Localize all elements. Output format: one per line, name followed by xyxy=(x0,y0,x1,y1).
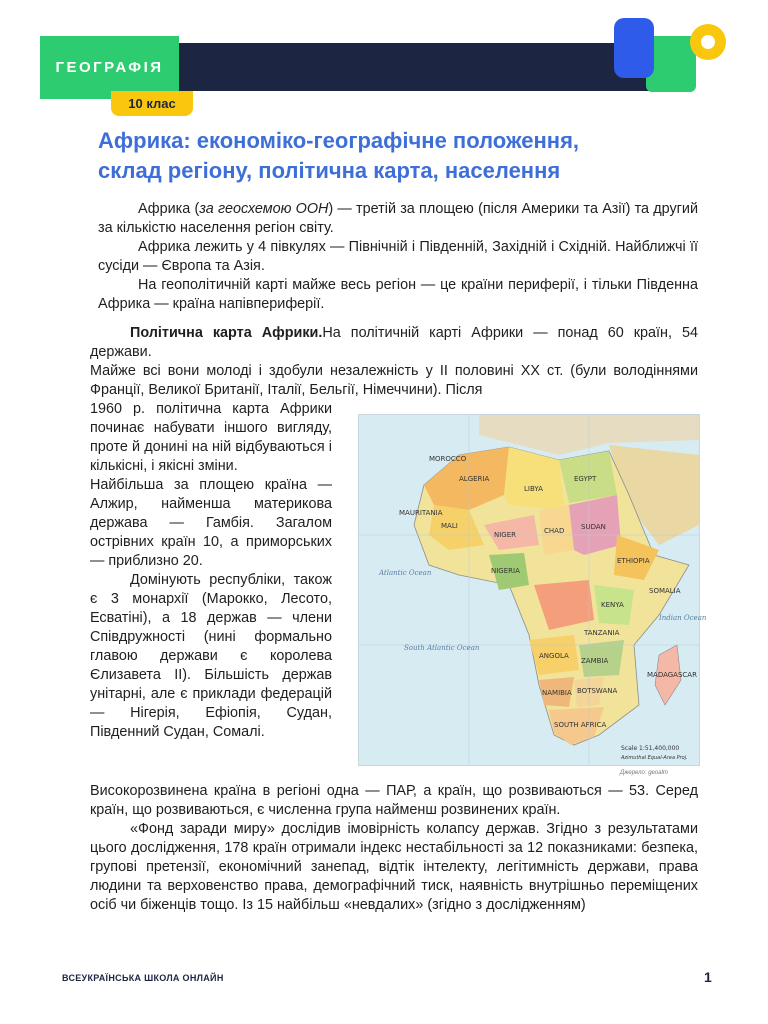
map-label-niger: NIGER xyxy=(494,531,517,539)
political-paragraph-1: Політична карта Африки.На політичній карті Африки — понад 60 країн, 54 держави. xyxy=(90,325,698,360)
school-logo xyxy=(612,16,736,94)
map-label-ethiopia: ETHIOPIA xyxy=(617,557,650,565)
map-label-mali: MALI xyxy=(441,522,458,530)
left-column-text xyxy=(90,400,332,742)
political-map-section xyxy=(90,324,698,400)
map-label-sudan: SUDAN xyxy=(581,523,606,531)
section-heading: Політична карта Африки. xyxy=(130,325,323,341)
map-label-morocco: MOROCCO xyxy=(429,455,467,463)
map-label-south-africa: SOUTH AFRICA xyxy=(554,721,607,729)
development-paragraph: Високорозвинена країна в регіоні одна — ПАР, а країн, що розвиваються — 53. Серед країн, що розвиваються, є численна група найменш розвинених країн. xyxy=(90,783,698,818)
political-paragraph-2: Майже всі вони молоді і здобули незалежність у ІІ половині ХХ ст. (були володіннями Франції, Великої Британії, Італії, Бельгії, Німеччини). Після xyxy=(90,363,698,398)
intro-paragraph-2: Африка лежить у 4 півкулях — Північній і Південній, Західній і Східній. Найближчі її сусіди — Європа та Азія. xyxy=(98,239,698,274)
column-paragraph-2: Найбільша за площею країна — Алжир, найменша материкова держава — Гамбія. Загалом острівних країн 10, а приморських — приблизно 20. xyxy=(90,477,332,569)
map-ocean-indian: Indian Ocean xyxy=(659,614,707,622)
map-label-algeria: ALGERIA xyxy=(459,475,490,483)
map-ocean-atlantic: Atlantic Ocean xyxy=(379,569,432,577)
map-label-libya: LIBYA xyxy=(524,485,543,493)
intro-paragraph-1: Африка (за геосхемою ООН) — третій за площею (після Америки та Азії) та другий за кількістю населення регіон світу. xyxy=(98,201,698,236)
intro-section xyxy=(98,200,698,314)
map-label-mauritania: MAURITANIA xyxy=(399,509,443,517)
footer-school-name: ВСЕУКРАЇНСЬКА ШКОЛА ОНЛАЙН xyxy=(62,973,224,983)
page-number: 1 xyxy=(704,969,712,985)
column-paragraph-3: Домінують республіки, також є 3 монархії (Марокко, Лесото, Есватіні), а 18 держав — члени Співдружності (нині формально главою держави є королева Єлизавета ІІ). Більшість держав унітарні, але є приклади федерацій — Нігерія, Ефіопія, Судан, Південний Судан, Сомалі. xyxy=(90,572,332,740)
column-paragraph-1: 1960 р. політична карта Африки починає набувати іншого вигляду, проте й донині на ній відбуваються і кількісні, і якісні зміни. xyxy=(90,401,332,474)
map-label-nigeria: NIGERIA xyxy=(491,567,520,575)
africa-political-map xyxy=(358,414,707,766)
map-projection: Azimuthal Equal-Area Proj. xyxy=(621,755,688,761)
map-label-namibia: NAMIBIA xyxy=(542,689,572,697)
intro-paragraph-3: На геополітичній карті майже весь регіон — це країни периферії, і тільки Південна Африка — країна напівпериферії. xyxy=(98,277,698,312)
development-section xyxy=(90,782,698,915)
fund-paragraph: «Фонд заради миру» дослідив імовірність колапсу держав. Згідно з результатами цього дослідження, 178 країн отримали індекс нестабільності за 12 показниками: безпека, групові претензії, економічний занепад, відтік інтелекту, легітимність держави, права людини та верховенство права, демографічний тиск, наявність внутрішньо переміщених осіб чи біженців тощо. Із 15 найбільш «невдалих» (згідно з дослідженням) xyxy=(90,821,698,913)
map-label-kenya: KENYA xyxy=(601,601,624,609)
map-label-egypt: EGYPT xyxy=(574,475,597,483)
map-label-zambia: ZAMBIA xyxy=(581,657,609,665)
map-label-madagascar: MADAGASCAR xyxy=(647,671,697,679)
map-label-chad: CHAD xyxy=(544,527,565,535)
map-label-somalia: SOMALIA xyxy=(649,587,681,595)
map-credit: Джерело: geoalm xyxy=(620,770,668,776)
page-title: Африка: економіко-географічне положення, склад регіону, політична карта, населення xyxy=(98,128,580,183)
map-label-tanzania: TANZANIA xyxy=(584,629,620,637)
subject-tab: ГЕОГРАФІЯ xyxy=(40,36,179,99)
map-scale: Scale 1:51,400,000 xyxy=(621,745,680,752)
map-label-angola: ANGOLA xyxy=(539,652,569,660)
map-ocean-south-atlantic: South Atlantic Ocean xyxy=(404,644,480,652)
map-label-botswana: BOTSWANA xyxy=(577,687,618,695)
grade-badge: 10 клас xyxy=(111,91,193,116)
